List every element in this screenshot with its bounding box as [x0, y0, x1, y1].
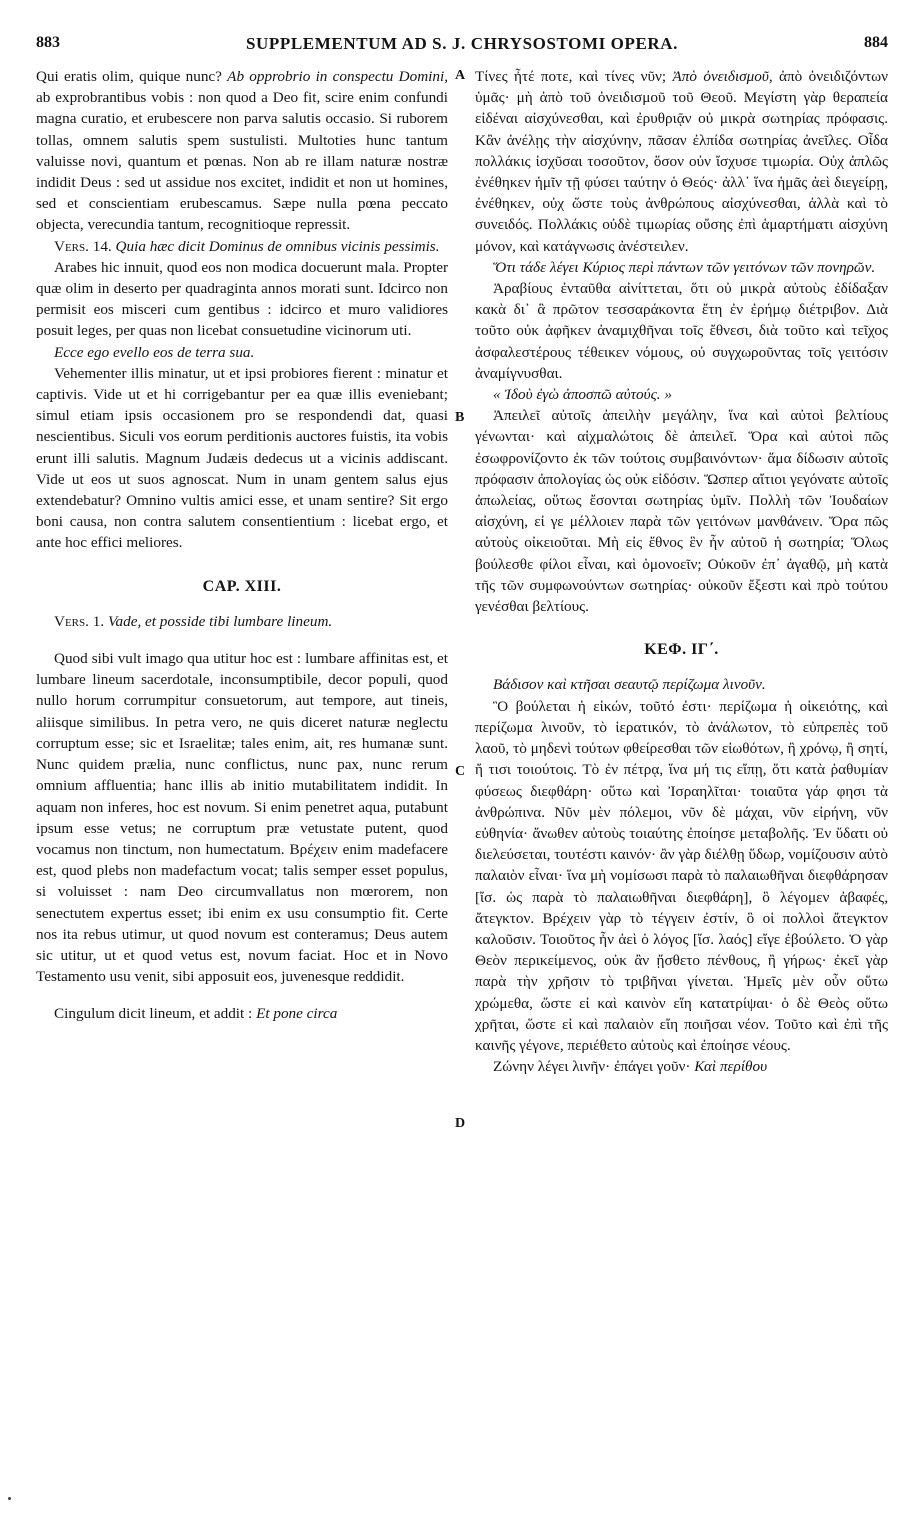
- verse-heading: Vers. 1. Vade, et posside tibi lumbare lineum.: [54, 612, 333, 630]
- running-header: [36, 34, 888, 60]
- greek-paragraph: Ὃ βούλεται ἡ εἰκών, τοῦτό ἐστι· περίζωμα ἡ οἰκειότης, καὶ περίζωμα λινοῦν, τὸ ἱερατικόν, τὸ ἀνάλωτον, τὸ εὐπρεπὲς τοῦ λαοῦ, τὸ μηδενὶ τούτων φθείρεσθαι τῶν εἰωθότων, ἢ χρόνῳ, ἢ σητί, ἤ τισι τοιούτοις. Τὸ ἐν πέτρᾳ, ἵνα μή τις εἴπῃ, ὅτι κατὰ ῥαθυμίαν φύσεως διεφθάρη· οὕτω καὶ Ἰσραηλῖται· τοιαῦτα γάρ φησι τὰ ἀνθρώπινα. Νῦν μὲν πόλεμοι, νῦν δὲ μάχαι, νῦν εἰρήνη, νῦν εὐθηνία· ἄνωθεν αὐτοὺς τοιαύτης ἐποίησε μεταβολῆς. Ἐν ὕδατι οὐ διελεύσεται, τουτέστι καινόν· ἂν γὰρ διέλθῃ ὕδωρ, νομίζουσιν αὐτὸ παλαιὸν εἶναι· ἵνα μὴ νομίσωσι παρὰ τὸ παλαιωθῆναι διεφθάρησαν [ἴσ. ὡς παρὰ τὸ παλαιωθῆναι διεφθάρη], ὃ λέγομεν ἀβαφές, ἄτεγκτον. Βρέχειν γὰρ τὸ τέγγειν ἐστίν, ὃ οἱ πολλοὶ ἄτεγκτον καλοῦσιν. Τοιοῦτος ἦν ἀεὶ ὁ λόγος [ἴσ. λαός] εἴγε ἐβούλετο. Ὁ γὰρ Θεὸν περικείμενος, οὐκ ἂν ᾔσθετο πένθους, ἢ γήρως· ἐκεῖ γὰρ παρὰ τὴν χρῆσιν τὸ τριβῆναι γίνεται. Ἡμεῖς μὲν οὖν οὕτω χρώμεθα, ὥστε εἰ καὶ καινὸν εἴη κατατρίψαι· ὁ δὲ Θεὸς οὕτω χρῆται, ὥστε εἰ καὶ παλαιὸν εἴη ποιῆσαι νέον. Τοῦτο καὶ ἐπὶ τῆς καινῆς γέγονε, περιέθετο αὐτοὺς καὶ ἐποίησε νέους.: [475, 697, 888, 1054]
- latin-paragraph: Arabes hic innuit, quod eos non modica docuerunt mala. Propter quæ olim in deserto per quadraginta annos morati sunt. Idcirco non permisit eos misceri cum gentibus : idcirco et muro validiores posuit leges, per quas non licebat consuetudine vicinorum uti.: [36, 258, 448, 340]
- greek-paragraph: Ἀραβίους ἐνταῦθα αἰνίττεται, ὅτι οὐ μικρὰ αὐτοὺς ἐδίδαξαν κακὰ δι᾽ ἃ πρῶτον τεσσαράκοντα ἔτη ἐν ἐρήμῳ διέτριβον. Διὰ τοῦτο οὐκ ἀφῆκεν ἀναμιχθῆναι τοῖς ἔθνεσι, διὰ τοῦτο καὶ τεῖχος ἀσφαλεστέρους τέθεικεν νόμους, οὐ συγχωροῦντας τοῖς γειτόσιν ἀναμίγνυσθαι.: [475, 280, 888, 382]
- latin-paragraph: Quod sibi vult imago qua utitur hoc est : lumbare affinitas est, et lumbare lineum sacerdotale, inconsumptibile, decor populi, quod nullo horum corrumpitur consuetorum, aut tempore, aut tineis, aliisque similibus. In petra vero, ne quis diceret naturæ neglectu corruptum esse; sic et Israelitæ; tales enim, ait, res humanæ sunt. Nunc quidem prælia, nunc conflictus, nunc pax, nunc rerum omnium affluentia; hanc illis ab initio mutabilitatem indidit. In aquam non inferes, hoc est novum. Si enim penetret aqua, putabunt ipsum esse vetus; ne corruptum præ vetustate putent, quod vocamus non tinctum, non humectatum. Βρέχειν enim madefacere est, quod plebs non madefactum vocat; talis semper esset populus, si voluisset : nam Deo circumvallatus non mœrorem, non senectutem expertus esset; ibi enim ex usu consumptio fit. Certe nos ita rebus utimur, ut quod novum est conteramus; Deus autem sic utitur, ut et quod vetus est, novum faciat. Hoc et in Novo Testamento usu venit, sibi apposuit eos, juvenesque reddidit.: [36, 650, 448, 986]
- margin-letter-d: D: [455, 1116, 466, 1131]
- latin-column: [36, 66, 448, 1025]
- margin-letter-c: C: [455, 764, 466, 779]
- margin-letter-b: B: [455, 410, 465, 425]
- running-title: SUPPLEMENTUM AD S. J. CHRYSOSTOMI OPERA.: [245, 34, 679, 53]
- verse-quote: « Ἰδοὺ ἐγὼ ἀποσπῶ αὐτούς. »: [493, 386, 672, 404]
- page-number-left: 883: [36, 34, 60, 51]
- latin-paragraph: Vehementer illis minatur, ut et ipsi probiores fierent : minatur et captivis. Vide ut et hi corrigebantur per ea quæ illis eveniebant; simul etiam ipsis occasionem pro se respondendi dat, quasi nescientibus. Siculi vos eorum perditionis auctores fuistis, ita vobis erunt illi salutis. Magnum Judæis dedecus ut a vicinis addiscant. Vide ut eos ut suos agnoscat. Num in unam gentem salus ejus extendebatur? Omnino vultis amici esse, et unam sentire? Sit ergo boni causa, non contra salutem consentientium : licebat ergo, et ante hoc effici meliores.: [36, 364, 448, 552]
- chapter-heading: ΚΕΦ. ΙΓ΄.: [644, 641, 719, 659]
- chapter-heading: CAP. XIII.: [202, 577, 282, 595]
- greek-paragraph: Τίνες ἦτέ ποτε, καὶ τίνες νῦν; Ἀπὸ ὀνειδισμοῦ, ἀπὸ ὀνειδιζόντων ὑμᾶς· μὴ ἀπὸ τοῦ ὀνειδισμοῦ τοῦ Θεοῦ. Μεγίστη γὰρ θεραπεία εἰδέναι αἰσχύνεσθαι, καὶ ἐρυθριᾷν οὐ μικρὰ σωτηρίας πρόφασις. Κἂν ἀνέλῃς τὴν αἰσχύνην, πᾶσαν ἐλπίδα σωτηρίας ἀνεῖλες. Οἶδα πολλάκις ἰσχῦσαι τοσοῦτον, ὅσον οὐν ἴσχυσε τιμωρία. Οὐχ ἁπλῶς ἐνέθηκεν ἡμῖν τῇ φύσει ταύτην ὁ Θεός· ἀλλ᾽ ἵνα ἡμᾶς ἀεὶ διεγείρῃ, ἐνέθηκεν, οὐχ ὥστε τοὺς ἀνθρώπους αἰσχύνεσθαι, ἀλλὰ καὶ τὸ συνειδός. Πολλάκις οὐδὲ τιμωρίας οὔσης ἐπὶ ἁμαρτήματι αἰσχύνη μόνον, καὶ κατάγνωσις ἀνέστειλεν.: [475, 68, 888, 255]
- verse-quote: Ecce ego evello eos de terra sua.: [54, 343, 255, 361]
- latin-paragraph: Cingulum dicit lineum, et addit : Et pone circa: [54, 1005, 338, 1023]
- verse-quote: Βάδισον καὶ κτῆσαι σεαυτῷ περίζωμα λινοῦν.: [493, 676, 766, 694]
- margin-letter-a: A: [455, 68, 466, 83]
- greek-paragraph: Ζώνην λέγει λινῆν· ἐπάγει γοῦν· Καὶ περίθου: [493, 1058, 768, 1076]
- greek-paragraph: Ἀπειλεῖ αὐτοῖς ἀπειλὴν μεγάλην, ἵνα καὶ αὐτοὶ βελτίους γένωνται· καὶ αἰχμαλώτοις δὲ ἀπειλεῖ. Ὅρα καὶ αὐτοὶ πῶς ἐσωφρονίζοντο ἐκ τῶν τούτοις συμβαινόντων· ἅμα δίδωσιν αὐτοῖς πρόφασιν ἀπολογίας ὡς οὐκ εἰδόσιν. Ὥσπερ αἴτιοι γεγόνατε αὐτοῖς ἀπωλείας, οὕτως ἔσονται σωτηρίας ὑμῖν. Πολλὴ τῶν Ἰουδαίων αἰσχύνη, εἰ γε μέλλοιεν παρὰ τῶν γειτόνων μανθάνειν. Ὅρα πῶς αὐτοὺς οἰκειοῦται. Μὴ εἰς ἔθνος ἓν ἦν αὐτοῦ ἡ σωτηρία; Ὅλως βούλεσθε φίλοι εἶναι, καὶ ὁμονοεῖν; Οὐκοῦν ἐπ᾽ ἀγαθῷ, μὴ κατὰ τῆς τῶν συμφωνούντων σωτηρίας· οὐκοῦν ἔξεστι καὶ πρὸ τούτου γενέσθαι βελτίους.: [475, 407, 888, 616]
- page-number-right: 884: [864, 34, 888, 51]
- greek-column: [475, 66, 888, 1077]
- verse-quote: Ὅτι τάδε λέγει Κύριος περὶ πάντων τῶν γειτόνων τῶν πονηρῶν.: [493, 258, 876, 276]
- latin-paragraph: Qui eratis olim, quique nunc? Ab opprobrio in conspectu Domini, ab exprobrantibus vobis : non quod a Deo fit, scire enim confundi magna curatio, et erubescere non parva salutis occasio. Si ruborem tollas, omnem salutis spem sustulisti. Multoties hunc tantum valuisse novi, quantum et pœnas. Non ab re illam naturæ nostræ indidit Deus : sed ut assidue nos excitet, indidit et non ut homines, sed et conscientiam erubescamus. Sæpe nulla pœna peccato objecta, verecundia tantum, recognitioque repressit.: [36, 68, 448, 234]
- margin-dot: [8, 1497, 11, 1500]
- verse-heading: Vers. 14. Quia hæc dicit Dominus de omnibus vicinis pessimis.: [54, 237, 440, 255]
